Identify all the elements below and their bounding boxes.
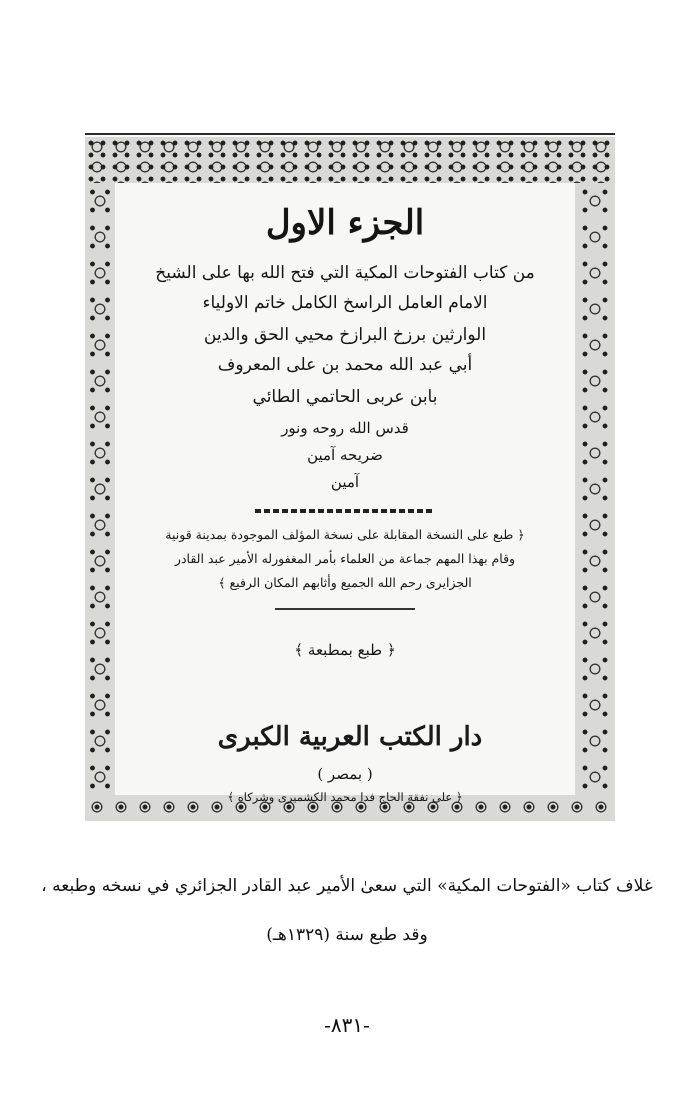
figure-caption-line-1: غلاف كتاب «الفتوحات المكية» التي سعىٰ الأمير عبد القادر الجزائري في نسخه وطبعه ، — [41, 876, 653, 896]
ornamental-divider-1 — [255, 509, 435, 513]
cover-line-5: بابن عربى الحاتمي الطائي — [252, 387, 438, 407]
print-note-line-3: الجزايرى رحم الله الجميع وأثابهم المكان الرفيع ﴾ — [218, 575, 472, 590]
printed-at-label: ﴿ طبع بمطبعة ﴾ — [294, 641, 396, 659]
cover-line-4: أبي عبد الله محمد بن على المعروف — [217, 355, 473, 375]
book-cover-image — [85, 137, 615, 821]
page-number: -٨٣١- — [324, 1013, 370, 1037]
city-label: ( بمصر ) — [317, 765, 373, 783]
divider-2 — [275, 608, 415, 610]
cover-line-3: الوارثين برزخ البرازخ محيي الحق والدين — [203, 325, 487, 345]
figure-caption-line-2: وقد طبع سنة (١٣٢٩هـ) — [266, 925, 428, 945]
ornamental-border-left — [85, 183, 115, 795]
cover-line-7: ضريحه آمين — [307, 446, 383, 464]
cover-inner-panel — [115, 183, 575, 804]
cover-line-2: الامام العامل الراسخ الكامل خاتم الاولياء — [202, 293, 488, 313]
expense-note: ﴿ على نفقة الحاج فدا محمد الكشميرى وشركاه ﴾ — [227, 790, 463, 804]
ornamental-border-right — [575, 183, 615, 795]
top-rule — [85, 133, 615, 135]
cover-line-8: آمين — [330, 473, 360, 491]
cover-title: الجزء الاول — [265, 203, 425, 243]
ornamental-border-top — [85, 137, 615, 183]
publisher-name: دار الكتب العربية الكبرى — [217, 722, 483, 752]
cover-line-1: من كتاب الفتوحات المكية التي فتح الله بها على الشيخ — [155, 263, 535, 283]
print-note-line-1: ﴿ طبع على النسخة المقابلة على نسخة المؤلف الموجودة بمدينة قونية — [165, 527, 525, 542]
print-note-line-2: وقام بهذا المهم جماعة من العلماء بأمر المغفورله الأمير عبد القادر — [174, 551, 516, 566]
cover-line-6: قدس الله روحه ونور — [281, 419, 409, 437]
